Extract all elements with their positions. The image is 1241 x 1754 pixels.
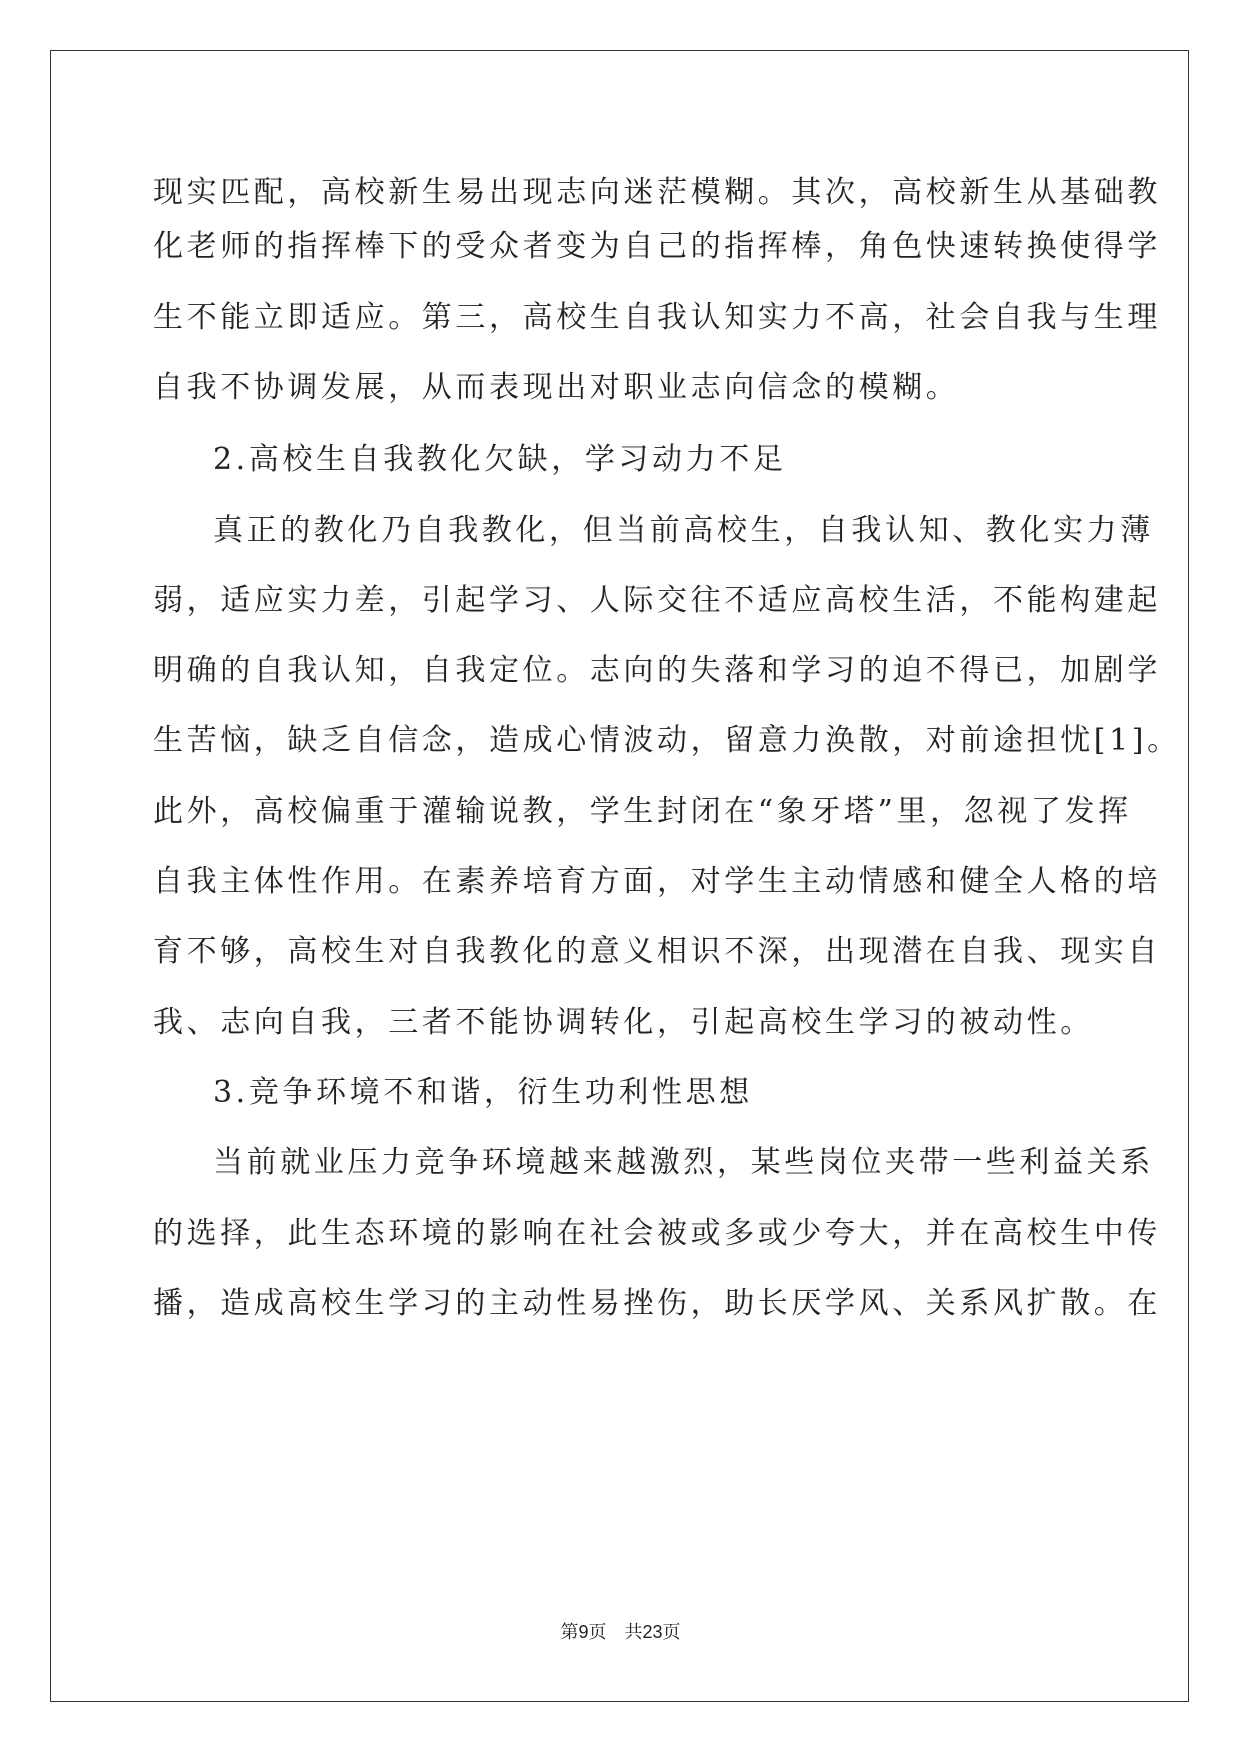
- page-prefix: 第: [560, 1622, 579, 1643]
- total-suffix: 页: [662, 1622, 681, 1643]
- body-text-line: 生苦恼，缺乏自信念，造成心情波动，留意力涣散，对前途担忧[1]。: [153, 723, 1181, 758]
- body-text-line: 育不够，高校生对自我教化的意义相识不深，出现潜在自我、现实自: [153, 934, 1161, 969]
- page-suffix: 页: [588, 1622, 607, 1643]
- body-text-line: 我、志向自我，三者不能协调转化，引起高校生学习的被动性。: [153, 1005, 1094, 1040]
- body-text-line: 明确的自我认知，自我定位。志向的失落和学习的迫不得已，加剧学: [153, 653, 1161, 688]
- page-footer: [0, 1620, 1241, 1645]
- body-text-line: 此外，高校偏重于灌输说教，学生封闭在“象牙塔”里，忽视了发挥: [153, 794, 1132, 829]
- body-text-line: 弱，适应实力差，引起学习、人际交往不适应高校生活，不能构建起: [153, 583, 1161, 618]
- section-heading: 2.高校生自我教化欠缺，学习动力不足: [213, 442, 787, 477]
- current-page-number: 9: [578, 1622, 589, 1642]
- body-text-line: 真正的教化乃自我教化，但当前高校生，自我认知、教化实力薄: [213, 513, 1154, 548]
- body-text-line: 自我不协调发展，从而表现出对职业志向信念的模糊。: [153, 370, 960, 405]
- body-text-line: 当前就业压力竞争环境越来越激烈，某些岗位夹带一些利益关系: [213, 1145, 1154, 1180]
- total-page-count: 23: [642, 1622, 663, 1642]
- body-text-line: 的选择，此生态环境的影响在社会被或多或少夸大，并在高校生中传: [153, 1216, 1161, 1251]
- body-text-line: 生不能立即适应。第三，高校生自我认知实力不高，社会自我与生理: [153, 300, 1161, 335]
- body-text-line: 自我主体性作用。在素养培育方面，对学生主动情感和健全人格的培: [153, 864, 1161, 899]
- body-text-line: 现实匹配，高校新生易出现志向迷茫模糊。其次，高校新生从基础教: [153, 175, 1161, 210]
- body-text-line: 播，造成高校生学习的主动性易挫伤，助长厌学风、关系风扩散。在: [153, 1286, 1161, 1321]
- section-heading: 3.竞争环境不和谐，衍生功利性思想: [213, 1075, 753, 1110]
- total-prefix: 共: [624, 1622, 643, 1643]
- body-text-line: 化老师的指挥棒下的受众者变为自己的指挥棒，角色快速转换使得学: [153, 229, 1161, 264]
